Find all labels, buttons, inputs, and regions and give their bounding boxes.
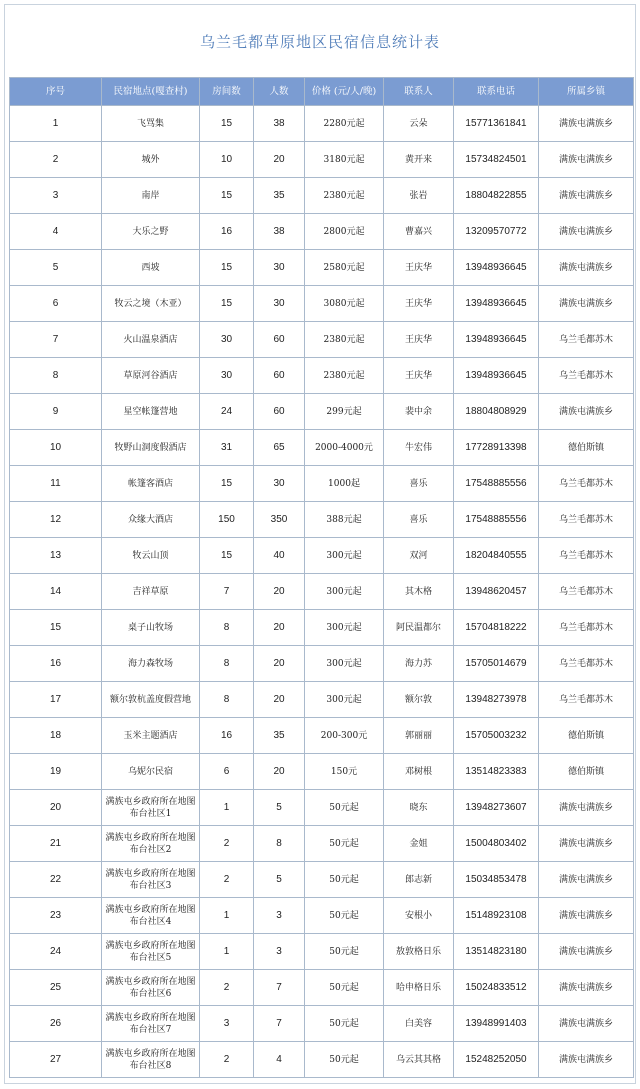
index-cell: 23 — [10, 898, 102, 934]
table-row — [10, 862, 634, 898]
index-cell: 27 — [10, 1042, 102, 1078]
phone-cell: 17548885556 — [454, 502, 539, 538]
col-header-location: 民宿地点(嘎查村) — [102, 78, 200, 106]
table-row — [10, 538, 634, 574]
township-cell: 满族屯满族乡 — [539, 106, 634, 142]
rooms-cell: 8 — [200, 610, 254, 646]
people-cell: 20 — [254, 142, 305, 178]
col-header-township: 所属乡镇 — [539, 78, 634, 106]
township-cell: 德伯斯镇 — [539, 718, 634, 754]
contact-cell: 裴中余 — [384, 394, 454, 430]
location-cell: 飞骂集 — [102, 106, 200, 142]
price-cell: 2380元起 — [305, 358, 384, 394]
index-cell: 3 — [10, 178, 102, 214]
phone-cell: 15704818222 — [454, 610, 539, 646]
price-cell: 388元起 — [305, 502, 384, 538]
price-cell: 2800元起 — [305, 214, 384, 250]
table-row — [10, 358, 634, 394]
phone-cell: 13948936645 — [454, 250, 539, 286]
contact-cell: 哈申格日乐 — [384, 970, 454, 1006]
phone-cell: 13948620457 — [454, 574, 539, 610]
people-cell: 7 — [254, 970, 305, 1006]
location-cell: 满族屯乡政府所在地图布台社区5 — [102, 934, 200, 970]
phone-cell: 15734824501 — [454, 142, 539, 178]
table-row — [10, 754, 634, 790]
location-cell: 南岸 — [102, 178, 200, 214]
index-cell: 19 — [10, 754, 102, 790]
location-cell: 帐篷客酒店 — [102, 466, 200, 502]
price-cell: 2280元起 — [305, 106, 384, 142]
township-cell: 满族屯满族乡 — [539, 286, 634, 322]
contact-cell: 白美容 — [384, 1006, 454, 1042]
contact-cell: 喜乐 — [384, 466, 454, 502]
price-cell: 300元起 — [305, 610, 384, 646]
phone-cell: 18804808929 — [454, 394, 539, 430]
rooms-cell: 8 — [200, 682, 254, 718]
contact-cell: 金姐 — [384, 826, 454, 862]
table-row — [10, 790, 634, 826]
township-cell: 德伯斯镇 — [539, 430, 634, 466]
rooms-cell: 15 — [200, 466, 254, 502]
location-cell: 吉祥草原 — [102, 574, 200, 610]
phone-cell: 15024833512 — [454, 970, 539, 1006]
phone-cell: 15705014679 — [454, 646, 539, 682]
people-cell: 8 — [254, 826, 305, 862]
township-cell: 满族屯满族乡 — [539, 214, 634, 250]
table-row — [10, 718, 634, 754]
phone-cell: 15705003232 — [454, 718, 539, 754]
phone-cell: 13514823180 — [454, 934, 539, 970]
phone-cell: 15034853478 — [454, 862, 539, 898]
index-cell: 14 — [10, 574, 102, 610]
township-cell: 德伯斯镇 — [539, 754, 634, 790]
price-cell: 50元起 — [305, 862, 384, 898]
price-cell: 50元起 — [305, 898, 384, 934]
rooms-cell: 15 — [200, 538, 254, 574]
people-cell: 60 — [254, 358, 305, 394]
township-cell: 满族屯满族乡 — [539, 790, 634, 826]
location-cell: 牧云之境（木亚） — [102, 286, 200, 322]
location-cell: 大乐之野 — [102, 214, 200, 250]
rooms-cell: 15 — [200, 106, 254, 142]
contact-cell: 黄开来 — [384, 142, 454, 178]
rooms-cell: 1 — [200, 790, 254, 826]
index-cell: 25 — [10, 970, 102, 1006]
rooms-cell: 6 — [200, 754, 254, 790]
table-row — [10, 214, 634, 250]
index-cell: 6 — [10, 286, 102, 322]
table-row — [10, 1042, 634, 1078]
people-cell: 60 — [254, 394, 305, 430]
table-row — [10, 1006, 634, 1042]
index-cell: 2 — [10, 142, 102, 178]
phone-cell: 13948273978 — [454, 682, 539, 718]
contact-cell: 双河 — [384, 538, 454, 574]
price-cell: 300元起 — [305, 646, 384, 682]
contact-cell: 王庆华 — [384, 250, 454, 286]
people-cell: 350 — [254, 502, 305, 538]
rooms-cell: 16 — [200, 718, 254, 754]
people-cell: 40 — [254, 538, 305, 574]
location-cell: 桌子山牧场 — [102, 610, 200, 646]
price-cell: 50元起 — [305, 826, 384, 862]
table-row — [10, 142, 634, 178]
contact-cell: 郎志新 — [384, 862, 454, 898]
price-cell: 2380元起 — [305, 322, 384, 358]
township-cell: 满族屯满族乡 — [539, 178, 634, 214]
index-cell: 8 — [10, 358, 102, 394]
contact-cell: 云朵 — [384, 106, 454, 142]
people-cell: 20 — [254, 646, 305, 682]
people-cell: 30 — [254, 466, 305, 502]
index-cell: 13 — [10, 538, 102, 574]
contact-cell: 敖敦格日乐 — [384, 934, 454, 970]
contact-cell: 其木格 — [384, 574, 454, 610]
table-body — [10, 106, 634, 1078]
contact-cell: 王庆华 — [384, 358, 454, 394]
index-cell: 15 — [10, 610, 102, 646]
table-row — [10, 250, 634, 286]
table-row — [10, 178, 634, 214]
contact-cell: 王庆华 — [384, 322, 454, 358]
index-cell: 20 — [10, 790, 102, 826]
location-cell: 牧云山顶 — [102, 538, 200, 574]
price-cell: 2580元起 — [305, 250, 384, 286]
township-cell: 满族屯满族乡 — [539, 970, 634, 1006]
township-cell: 乌兰毛都苏木 — [539, 574, 634, 610]
table-row — [10, 430, 634, 466]
location-cell: 满族屯乡政府所在地图布台社区8 — [102, 1042, 200, 1078]
phone-cell: 15248252050 — [454, 1042, 539, 1078]
contact-cell: 乌云其其格 — [384, 1042, 454, 1078]
township-cell: 乌兰毛都苏木 — [539, 646, 634, 682]
township-cell: 乌兰毛都苏木 — [539, 502, 634, 538]
township-cell: 满族屯满族乡 — [539, 826, 634, 862]
phone-cell: 13948936645 — [454, 286, 539, 322]
price-cell: 50元起 — [305, 1006, 384, 1042]
township-cell: 乌兰毛都苏木 — [539, 610, 634, 646]
location-cell: 玉米主题酒店 — [102, 718, 200, 754]
rooms-cell: 31 — [200, 430, 254, 466]
rooms-cell: 150 — [200, 502, 254, 538]
index-cell: 22 — [10, 862, 102, 898]
col-header-price: 价格 (元/人/晚) — [305, 78, 384, 106]
table-row — [10, 106, 634, 142]
contact-cell: 安根小 — [384, 898, 454, 934]
township-cell: 乌兰毛都苏木 — [539, 322, 634, 358]
location-cell: 满族屯乡政府所在地图布台社区1 — [102, 790, 200, 826]
index-cell: 4 — [10, 214, 102, 250]
people-cell: 38 — [254, 214, 305, 250]
township-cell: 满族屯满族乡 — [539, 934, 634, 970]
index-cell: 17 — [10, 682, 102, 718]
contact-cell: 晓东 — [384, 790, 454, 826]
col-header-phone: 联系电话 — [454, 78, 539, 106]
table-row — [10, 394, 634, 430]
phone-cell: 13948936645 — [454, 322, 539, 358]
location-cell: 海力森牧场 — [102, 646, 200, 682]
phone-cell: 15148923108 — [454, 898, 539, 934]
people-cell: 4 — [254, 1042, 305, 1078]
price-cell: 3080元起 — [305, 286, 384, 322]
location-cell: 满族屯乡政府所在地图布台社区6 — [102, 970, 200, 1006]
location-cell: 西坡 — [102, 250, 200, 286]
table-row — [10, 502, 634, 538]
location-cell: 火山温泉酒店 — [102, 322, 200, 358]
index-cell: 7 — [10, 322, 102, 358]
table-row — [10, 646, 634, 682]
phone-cell: 13948273607 — [454, 790, 539, 826]
contact-cell: 牛宏伟 — [384, 430, 454, 466]
phone-cell: 13209570772 — [454, 214, 539, 250]
rooms-cell: 2 — [200, 862, 254, 898]
township-cell: 乌兰毛都苏木 — [539, 538, 634, 574]
people-cell: 3 — [254, 934, 305, 970]
price-cell: 1000起 — [305, 466, 384, 502]
table-row — [10, 898, 634, 934]
location-cell: 额尔敦杭盖度假营地 — [102, 682, 200, 718]
township-cell: 乌兰毛都苏木 — [539, 358, 634, 394]
people-cell: 5 — [254, 862, 305, 898]
location-cell: 众缘大酒店 — [102, 502, 200, 538]
price-cell: 50元起 — [305, 790, 384, 826]
price-cell: 300元起 — [305, 574, 384, 610]
people-cell: 20 — [254, 754, 305, 790]
rooms-cell: 30 — [200, 358, 254, 394]
price-cell: 200-300元 — [305, 718, 384, 754]
table-row — [10, 466, 634, 502]
price-cell: 50元起 — [305, 934, 384, 970]
index-cell: 18 — [10, 718, 102, 754]
price-cell: 2000-4000元 — [305, 430, 384, 466]
location-cell: 满族屯乡政府所在地图布台社区2 — [102, 826, 200, 862]
rooms-cell: 24 — [200, 394, 254, 430]
rooms-cell: 10 — [200, 142, 254, 178]
township-cell: 乌兰毛都苏木 — [539, 466, 634, 502]
contact-cell: 海力苏 — [384, 646, 454, 682]
phone-cell: 17728913398 — [454, 430, 539, 466]
people-cell: 5 — [254, 790, 305, 826]
people-cell: 7 — [254, 1006, 305, 1042]
location-cell: 星空帐篷营地 — [102, 394, 200, 430]
col-header-index: 序号 — [10, 78, 102, 106]
rooms-cell: 15 — [200, 178, 254, 214]
index-cell: 21 — [10, 826, 102, 862]
rooms-cell: 1 — [200, 898, 254, 934]
people-cell: 20 — [254, 574, 305, 610]
phone-cell: 18804822855 — [454, 178, 539, 214]
location-cell: 牧野山洞度假酒店 — [102, 430, 200, 466]
township-cell: 乌兰毛都苏木 — [539, 682, 634, 718]
phone-cell: 15771361841 — [454, 106, 539, 142]
table-row — [10, 682, 634, 718]
contact-cell: 王庆华 — [384, 286, 454, 322]
phone-cell: 13948936645 — [454, 358, 539, 394]
table-header-row — [10, 78, 634, 106]
people-cell: 60 — [254, 322, 305, 358]
rooms-cell: 16 — [200, 214, 254, 250]
contact-cell: 张岩 — [384, 178, 454, 214]
price-cell: 299元起 — [305, 394, 384, 430]
index-cell: 5 — [10, 250, 102, 286]
people-cell: 20 — [254, 610, 305, 646]
index-cell: 16 — [10, 646, 102, 682]
price-cell: 150元 — [305, 754, 384, 790]
people-cell: 3 — [254, 898, 305, 934]
phone-cell: 15004803402 — [454, 826, 539, 862]
people-cell: 20 — [254, 682, 305, 718]
price-cell: 300元起 — [305, 682, 384, 718]
table-row — [10, 574, 634, 610]
index-cell: 26 — [10, 1006, 102, 1042]
index-cell: 9 — [10, 394, 102, 430]
location-cell: 草原河谷酒店 — [102, 358, 200, 394]
price-cell: 300元起 — [305, 538, 384, 574]
rooms-cell: 2 — [200, 826, 254, 862]
phone-cell: 13514823383 — [454, 754, 539, 790]
index-cell: 12 — [10, 502, 102, 538]
people-cell: 65 — [254, 430, 305, 466]
phone-cell: 18204840555 — [454, 538, 539, 574]
table-row — [10, 826, 634, 862]
rooms-cell: 15 — [200, 250, 254, 286]
people-cell: 30 — [254, 250, 305, 286]
location-cell: 满族屯乡政府所在地图布台社区3 — [102, 862, 200, 898]
rooms-cell: 3 — [200, 1006, 254, 1042]
contact-cell: 阿民温都尔 — [384, 610, 454, 646]
col-header-rooms: 房间数 — [200, 78, 254, 106]
people-cell: 35 — [254, 718, 305, 754]
rooms-cell: 30 — [200, 322, 254, 358]
index-cell: 1 — [10, 106, 102, 142]
location-cell: 满族屯乡政府所在地图布台社区4 — [102, 898, 200, 934]
contact-cell: 额尔敦 — [384, 682, 454, 718]
contact-cell: 郭丽丽 — [384, 718, 454, 754]
table-row — [10, 934, 634, 970]
table-row — [10, 286, 634, 322]
rooms-cell: 2 — [200, 970, 254, 1006]
township-cell: 满族屯满族乡 — [539, 898, 634, 934]
contact-cell: 邓树根 — [384, 754, 454, 790]
township-cell: 满族屯满族乡 — [539, 142, 634, 178]
township-cell: 满族屯满族乡 — [539, 1042, 634, 1078]
contact-cell: 喜乐 — [384, 502, 454, 538]
rooms-cell: 2 — [200, 1042, 254, 1078]
rooms-cell: 8 — [200, 646, 254, 682]
township-cell: 满族屯满族乡 — [539, 394, 634, 430]
phone-cell: 13948991403 — [454, 1006, 539, 1042]
table-row — [10, 610, 634, 646]
people-cell: 30 — [254, 286, 305, 322]
people-cell: 38 — [254, 106, 305, 142]
col-header-people: 人数 — [254, 78, 305, 106]
document-sheet — [4, 4, 636, 1084]
location-cell: 满族屯乡政府所在地图布台社区7 — [102, 1006, 200, 1042]
document-title: 乌兰毛都草原地区民宿信息统计表 — [199, 33, 440, 51]
location-cell: 城外 — [102, 142, 200, 178]
rooms-cell: 1 — [200, 934, 254, 970]
index-cell: 24 — [10, 934, 102, 970]
table-row — [10, 970, 634, 1006]
price-cell: 50元起 — [305, 970, 384, 1006]
col-header-contact: 联系人 — [384, 78, 454, 106]
phone-cell: 17548885556 — [454, 466, 539, 502]
price-cell: 2380元起 — [305, 178, 384, 214]
location-cell: 乌妮尔民宿 — [102, 754, 200, 790]
index-cell: 10 — [10, 430, 102, 466]
homestay-table — [9, 77, 634, 1078]
table-row — [10, 322, 634, 358]
rooms-cell: 7 — [200, 574, 254, 610]
township-cell: 满族屯满族乡 — [539, 250, 634, 286]
price-cell: 3180元起 — [305, 142, 384, 178]
price-cell: 50元起 — [305, 1042, 384, 1078]
index-cell: 11 — [10, 466, 102, 502]
township-cell: 满族屯满族乡 — [539, 1006, 634, 1042]
contact-cell: 曹嘉兴 — [384, 214, 454, 250]
people-cell: 35 — [254, 178, 305, 214]
rooms-cell: 15 — [200, 286, 254, 322]
township-cell: 满族屯满族乡 — [539, 862, 634, 898]
